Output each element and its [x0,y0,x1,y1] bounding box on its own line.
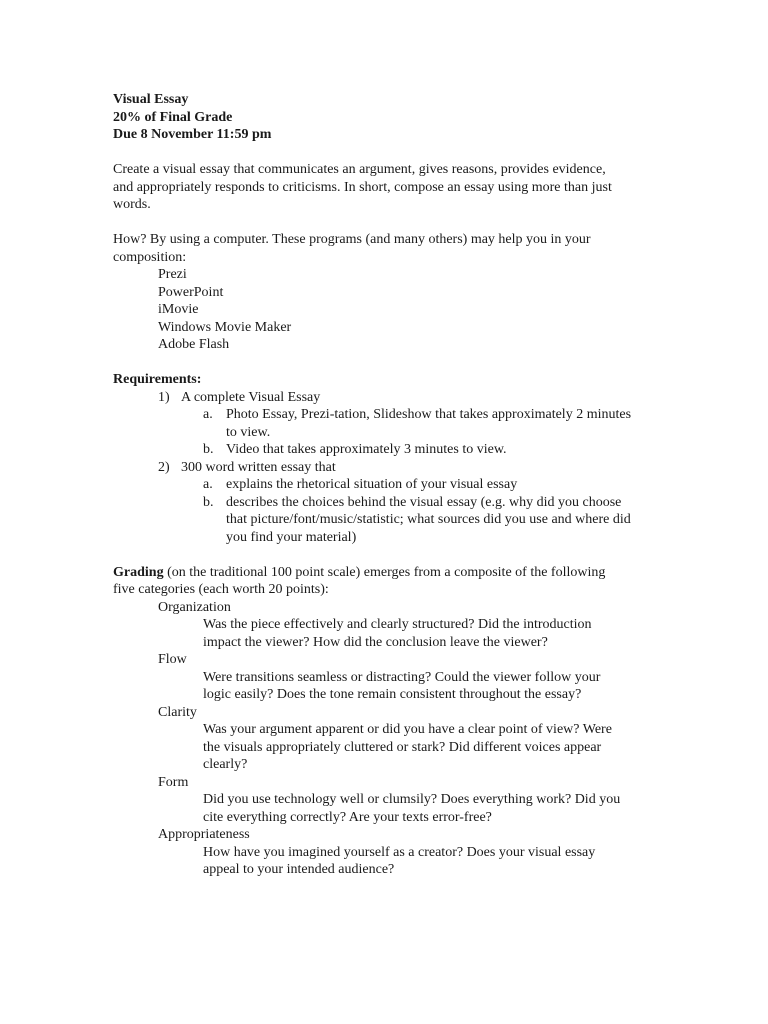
program-item: PowerPoint [158,284,224,300]
category-desc-line: appeal to your intended audience? [203,862,395,877]
requirement-item [113,459,653,477]
requirements-list [113,389,653,547]
program-list [113,266,653,354]
category-name: Organization [158,599,231,615]
intro-line: words. [113,197,151,212]
grading-intro [113,564,653,599]
grading-intro-rest: (on the traditional 100 point scale) emerges from a composite of the following [163,564,606,580]
category-desc-line: Was your argument apparent or did you have a clear point of view? Were [203,722,612,737]
subitem-letter: b. [203,442,214,457]
subitem-line: Photo Essay, Prezi-tation, Slideshow that takes approximately 2 minutes [226,407,632,422]
due-date: Due 8 November 11:59 pm [113,127,272,142]
subitem-letter: a. [203,477,213,492]
category-desc-line: clearly? [203,757,248,772]
how-line: composition: [113,249,187,265]
subitem-line: explains the rhetorical situation of your visual essay [226,477,518,492]
grading-intro-line: five categories (each worth 20 points): [113,582,329,597]
requirement-item [113,389,653,407]
category-desc-line: Did you use technology well or clumsily? Does everything work? Did you [203,792,621,807]
subitem-line: you find your material) [226,529,357,545]
grading-intro-line [113,564,653,582]
category-name: Appropriateness [158,827,250,842]
how-paragraph [113,231,653,266]
category-desc-line: logic easily? Does the tone remain consistent throughout the essay? [203,687,582,702]
category-name: Flow [158,652,187,667]
subitem-letter: b. [203,494,214,510]
intro-line: and appropriately responds to criticisms. In short, compose an essay using more than just [113,179,612,195]
document-page [113,91,653,879]
requirements-heading: Requirements: [113,372,202,387]
category-desc-line: Were transitions seamless or distracting? Could the viewer follow your [203,669,601,685]
requirement-subitem [113,476,653,494]
doc-title: Visual Essay [113,92,189,107]
requirement-subitem [113,441,653,459]
grade-weight: 20% of Final Grade [113,109,233,125]
requirement-number: 2) [158,459,170,475]
subitem-line: that picture/font/music/statistic; what sources did you use and where did [226,512,631,527]
requirement-number: 1) [158,389,170,405]
category-desc-line: cite everything correctly? Are your texts error-free? [203,809,492,825]
intro-paragraph [113,161,653,214]
grading-categories [113,599,653,879]
intro-line: Create a visual essay that communicates an argument, gives reasons, provides evidence, [113,162,606,177]
subitem-line: to view. [226,424,271,440]
category-name: Clarity [158,704,197,720]
category-desc-line: impact the viewer? How did the conclusion leave the viewer? [203,634,548,650]
program-item: iMovie [158,302,199,317]
requirement-subitem [113,406,653,441]
category-desc-line: Was the piece effectively and clearly structured? Did the introduction [203,617,592,632]
subitem-line: describes the choices behind the visual essay (e.g. why did you choose [226,494,622,510]
subitem-line: Video that takes approximately 3 minutes to view. [226,442,507,457]
category-desc-line: the visuals appropriately cluttered or stark? Did different voices appear [203,739,602,755]
how-line: How? By using a computer. These programs (and many others) may help you in your [113,232,591,247]
requirement-text: 300 word written essay that [181,459,336,475]
program-item: Windows Movie Maker [158,319,292,335]
requirement-text: A complete Visual Essay [181,389,321,405]
category-name: Form [158,774,189,790]
subitem-letter: a. [203,407,213,422]
category-desc-line: How have you imagined yourself as a creator? Does your visual essay [203,844,596,860]
grading-heading: Grading [113,564,164,580]
program-item: Adobe Flash [158,337,230,352]
requirement-subitem [113,494,653,547]
program-item: Prezi [158,267,187,282]
